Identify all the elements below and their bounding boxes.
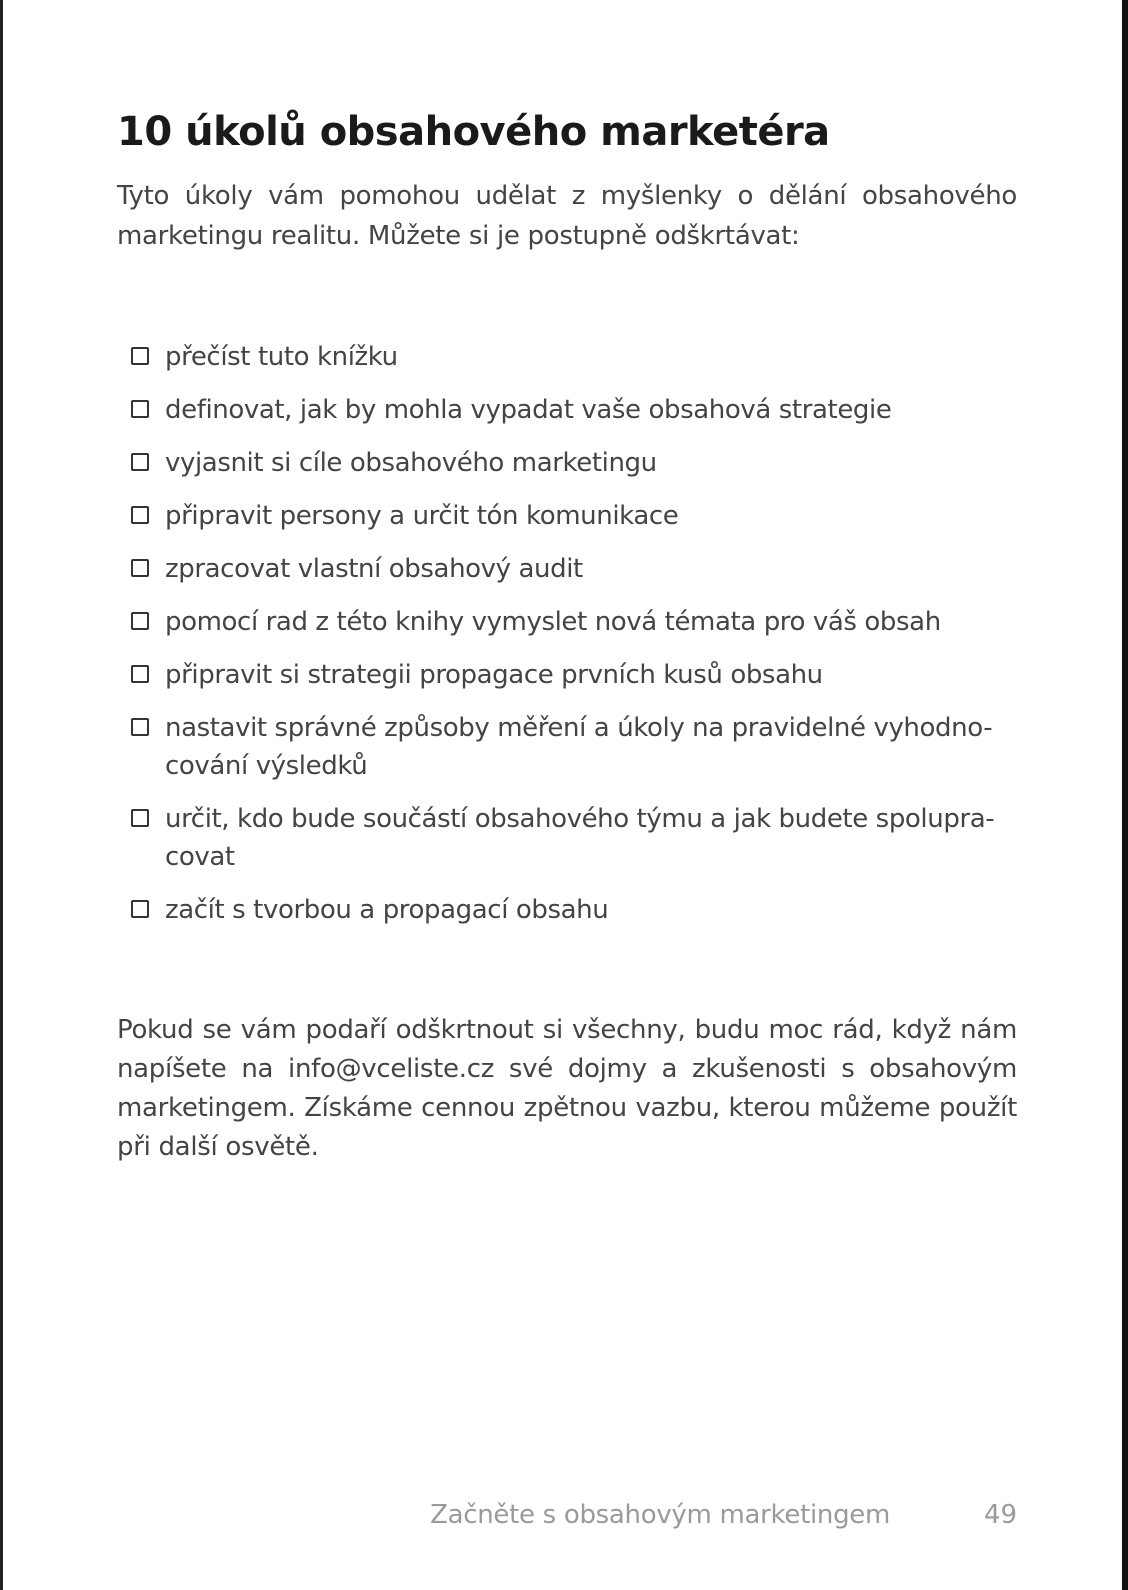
- checklist-item-label: definovat, jak by mohla vypadat vaše obsahová strategie: [165, 395, 892, 425]
- checkbox-icon[interactable]: [131, 453, 149, 471]
- checkbox-icon[interactable]: [131, 612, 149, 630]
- checklist-item[interactable]: [117, 338, 1017, 376]
- checklist-item[interactable]: [117, 391, 1017, 429]
- checkbox-icon[interactable]: [131, 718, 149, 736]
- checklist-item-label: pomocí rad z této knihy vymyslet nová témata pro váš obsah: [165, 607, 941, 637]
- page-content: [117, 104, 1017, 1167]
- checkbox-icon[interactable]: [131, 809, 149, 827]
- running-footer-title: Začněte s obsahovým marketingem: [430, 1500, 890, 1530]
- checklist-item[interactable]: [117, 891, 1017, 929]
- checklist-item-label: přečíst tuto knížku: [165, 342, 398, 372]
- page-title: 10 úkolů obsahového marketéra: [117, 109, 830, 155]
- page-number: 49: [983, 1500, 1017, 1530]
- checklist-item-label: připravit si strategii propagace prvních kusů obsahu: [165, 660, 823, 690]
- checkbox-icon[interactable]: [131, 559, 149, 577]
- checklist-item-label: začít s tvorbou a propagací obsahu: [165, 895, 609, 925]
- checkbox-icon[interactable]: [131, 347, 149, 365]
- intro-paragraph: Tyto úkoly vám pomohou udělat z myšlenky o dělání obsahového marketingu realitu. Můžete si je postupně odškrtávat:: [117, 181, 1017, 251]
- checklist-item[interactable]: [117, 656, 1017, 694]
- closing-paragraph: Pokud se vám podaří odškrtnout si všechny, budu moc rád, když nám napíšete na info@vceliste.cz své dojmy a zkušenosti s obsahovým marketingem. Získáme cennou zpětnou vazbu, kterou můžeme použít při další osvětě.: [117, 1015, 1017, 1162]
- checkbox-icon[interactable]: [131, 506, 149, 524]
- checkbox-icon[interactable]: [131, 665, 149, 683]
- checklist-item-label: nastavit správné způsoby měření a úkoly na pravidelné vyhodno-cování výsledků: [165, 713, 993, 781]
- page-edge-right: [1122, 0, 1128, 1590]
- checklist-item[interactable]: [117, 800, 1017, 876]
- checklist-item[interactable]: [117, 550, 1017, 588]
- checklist-item[interactable]: [117, 497, 1017, 535]
- task-checklist: [117, 338, 1017, 929]
- checklist-item[interactable]: [117, 709, 1017, 785]
- page-footer: [117, 1500, 1017, 1540]
- page-edge-left: [0, 0, 3, 1590]
- checklist-item[interactable]: [117, 603, 1017, 641]
- checkbox-icon[interactable]: [131, 900, 149, 918]
- checklist-item-label: určit, kdo bude součástí obsahového týmu a jak budete spolupra-covat: [165, 804, 995, 872]
- checklist-item-label: vyjasnit si cíle obsahového marketingu: [165, 448, 657, 478]
- checklist-item[interactable]: [117, 444, 1017, 482]
- checkbox-icon[interactable]: [131, 400, 149, 418]
- checklist-item-label: připravit persony a určit tón komunikace: [165, 501, 679, 531]
- checklist-item-label: zpracovat vlastní obsahový audit: [165, 554, 583, 584]
